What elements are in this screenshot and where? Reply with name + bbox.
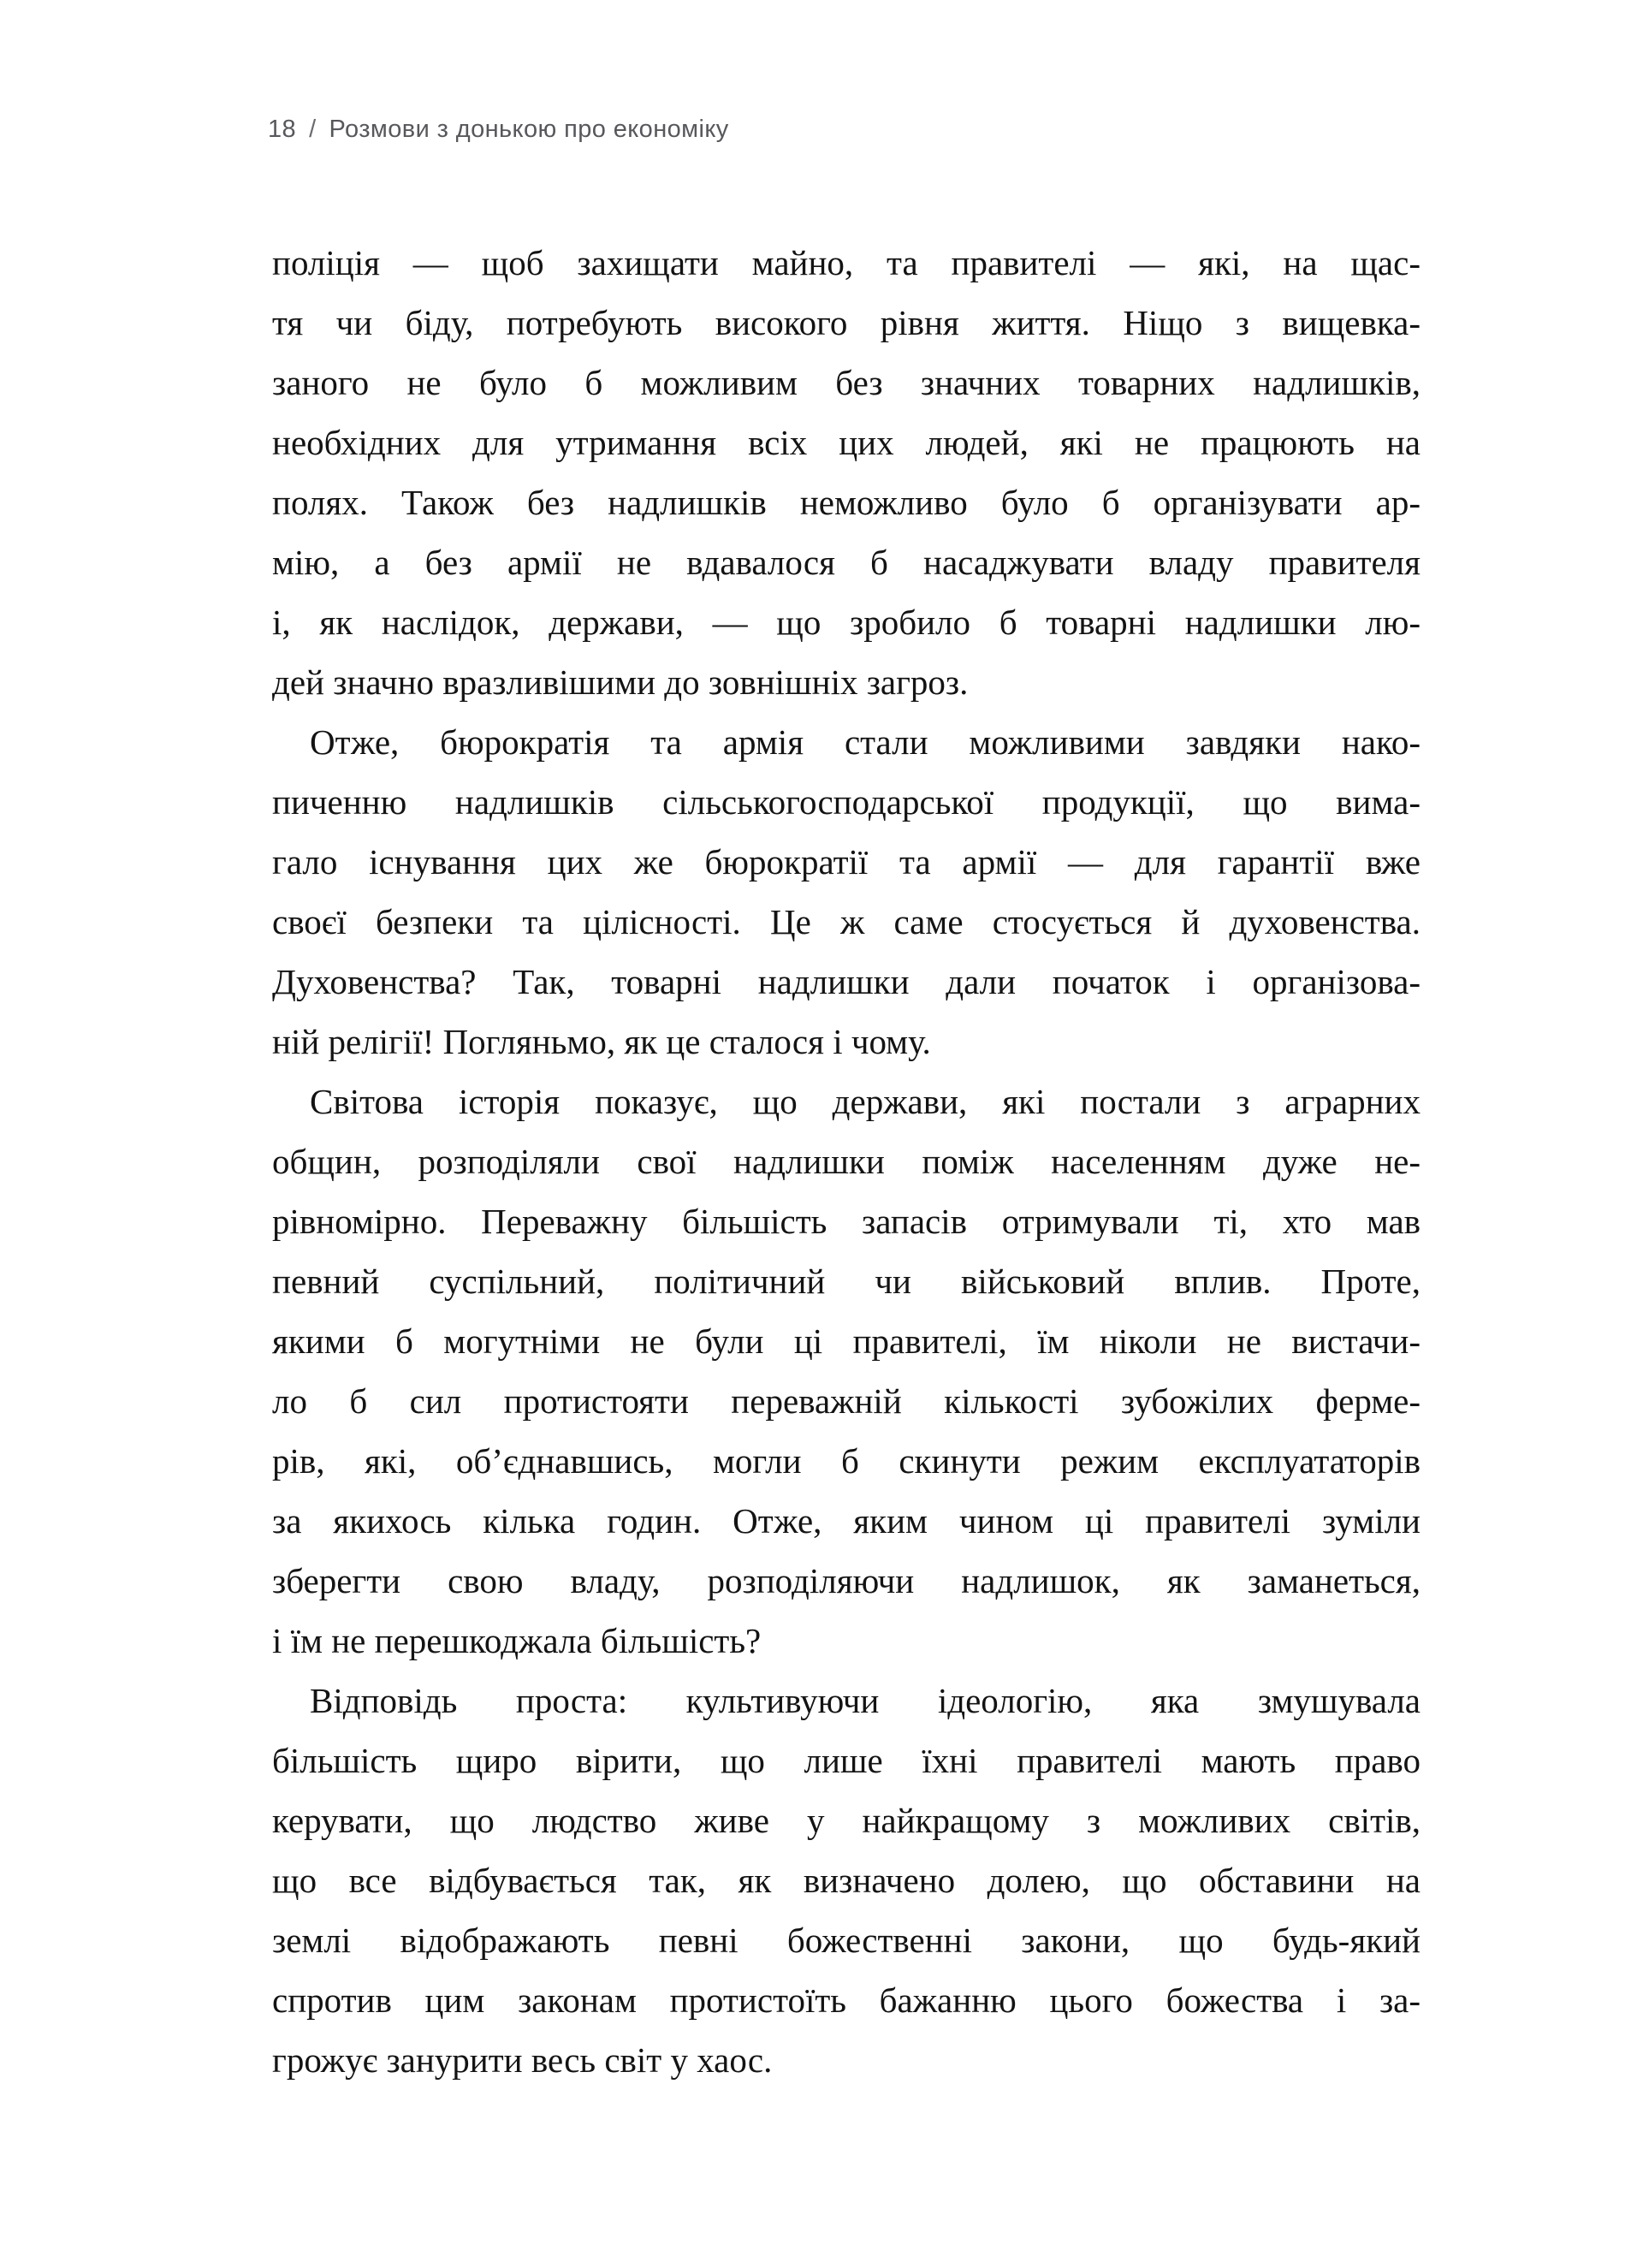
page-header [268, 114, 729, 145]
paragraph [272, 233, 1421, 712]
paragraph [272, 712, 1421, 1072]
text-line: певний суспільний, політичний чи військовий вплив. Проте, [272, 1262, 1421, 1301]
text-line: ло б сил протистояти переважній кількості зубожілих ферме- [272, 1381, 1421, 1421]
text-line: гало існування цих же бюрократії та армії — для гарантії вже [272, 842, 1421, 882]
text-line: керувати, що людство живе у найкращому з можливих світів, [272, 1801, 1421, 1840]
page-body [272, 233, 1421, 2090]
text-line: землі відображають певні божественні закони, що будь-який [272, 1921, 1421, 1960]
text-line: що все відбувається так, як визначено долею, що обставини на [272, 1861, 1421, 1900]
text-line: полях. Також без надлишків неможливо було б організувати ар- [272, 483, 1421, 522]
text-line: грожує занурити весь світ у хаос. [272, 2040, 773, 2080]
text-line: поліція — щоб захищати майно, та правителі — які, на щас- [272, 243, 1421, 282]
text-line: дей значно вразливішими до зовнішніх загроз. [272, 662, 969, 702]
text-line: Відповідь проста: культивуючи ідеологію, яка змушувала [310, 1681, 1421, 1720]
text-line: рів, які, об’єднавшись, могли б скинути режим експлуататорів [272, 1441, 1421, 1481]
text-line: рівномірно. Переважну більшість запасів отримували ті, хто мав [272, 1202, 1421, 1241]
text-line: мію, а без армії не вдавалося б насаджувати владу правителя [272, 543, 1421, 582]
running-title: Розмови з донькою про економіку [329, 116, 729, 143]
text-line: Духовенства? Так, товарні надлишки дали початок і організова- [272, 962, 1421, 1001]
paragraph [272, 1671, 1421, 2090]
text-line: необхідних для утримання всіх цих людей, які не працюють на [272, 423, 1421, 462]
text-line: общин, розподіляли свої надлишки поміж населенням дуже не- [272, 1142, 1421, 1181]
text-line: пиченню надлишків сільськогосподарської продукції, що вима- [272, 782, 1421, 822]
header-separator: / [309, 116, 317, 143]
paragraph [272, 1072, 1421, 1671]
text-line: тя чи біду, потребують високого рівня життя. Ніщо з вищевка- [272, 303, 1421, 342]
text-line: Світова історія показує, що держави, які постали з аграрних [310, 1082, 1421, 1121]
page-number: 18 [268, 116, 297, 143]
text-line: більшість щиро вірити, що лише їхні правителі мають право [272, 1741, 1421, 1780]
text-line: Отже, бюрократія та армія стали можливими завдяки нако- [310, 722, 1421, 762]
text-line: за якихось кілька годин. Отже, яким чином ці правителі зуміли [272, 1501, 1421, 1541]
text-line: своєї безпеки та цілісності. Це ж саме стосується й духовенства. [272, 902, 1421, 941]
text-line: спротив цим законам протистоїть бажанню цього божества і за- [272, 1980, 1421, 2020]
text-line: зберегти свою владу, розподіляючи надлишок, як заманеться, [272, 1561, 1421, 1600]
text-line: ній релігії! Погляньмо, як це сталося і чому. [272, 1022, 931, 1061]
text-line: заного не було б можливим без значних товарних надлишків, [272, 363, 1421, 402]
text-line: якими б могутніми не були ці правителі, їм ніколи не вистачи- [272, 1321, 1421, 1361]
text-line: і їм не перешкоджала більшість? [272, 1621, 762, 1660]
text-line: і, як наслідок, держави, — що зробило б товарні надлишки лю- [272, 603, 1421, 642]
